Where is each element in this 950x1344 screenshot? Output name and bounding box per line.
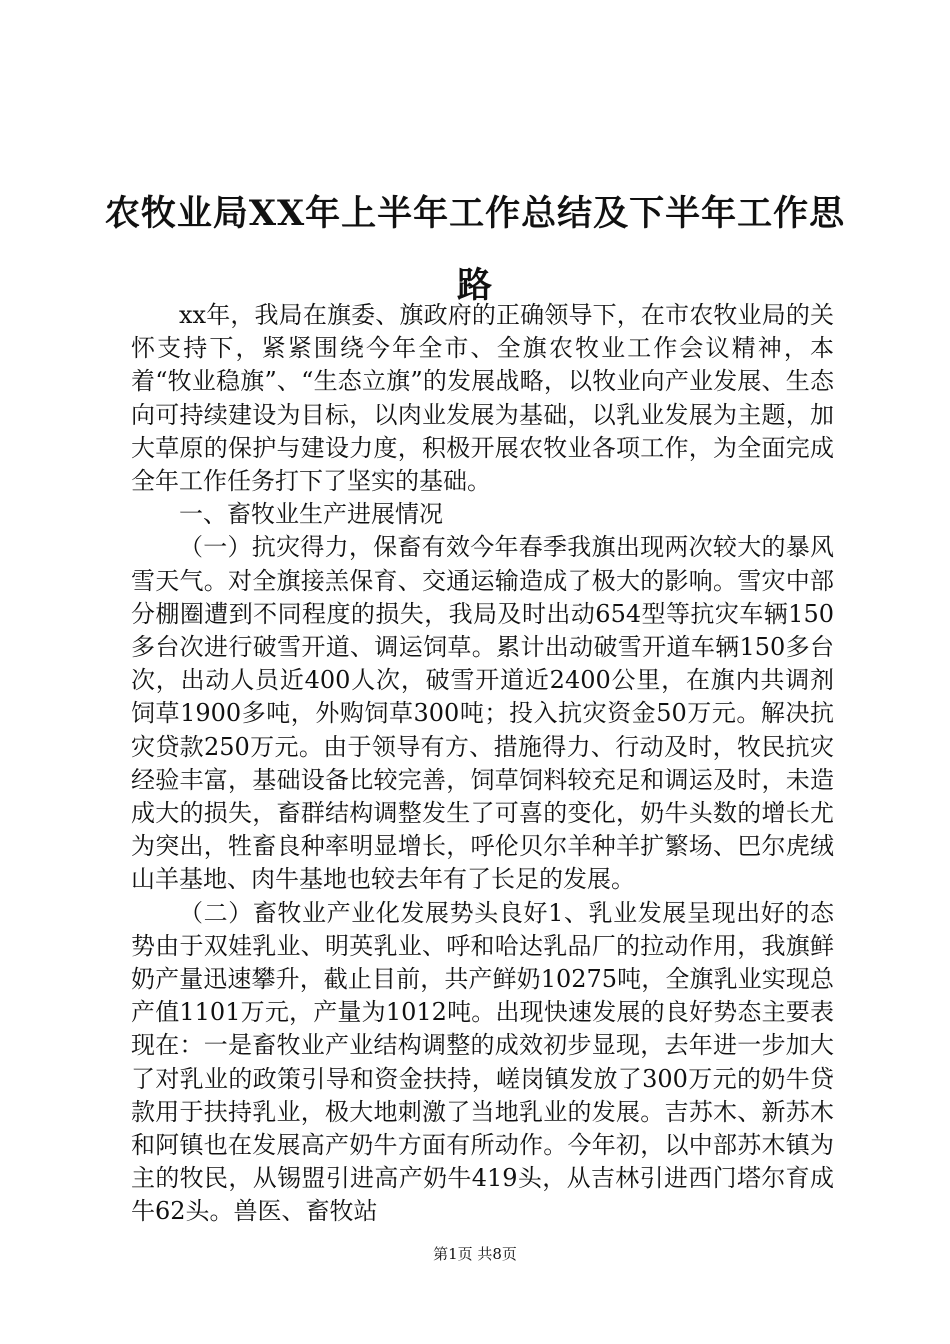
paragraph-intro: xx年，我局在旗委、旗政府的正确领导下，在市农牧业局的关怀支持下，紧紧围绕今年全市、全旗农牧业工作会议精神，本着“牧业稳旗”、“生态立旗”的发展战略，以牧业向产业发展、生态向可持续建设为目标，以肉业发展为基础，以乳业发展为主题，加大草原的保护与建设力度，积极开展农牧业各项工作，为全面完成全年工作任务打下了坚实的基础。 (131, 301, 834, 496)
section-heading-livestock-progress: 一、畜牧业生产进展情况 (179, 500, 443, 529)
page-number-footer: 第1页 共8页 (433, 1245, 517, 1263)
document-title: 农牧业局XX年上半年工作总结及下半年工作思路 (104, 193, 846, 306)
paragraph-disaster-relief: （一）抗灾得力，保畜有效今年春季我旗出现两次较大的暴风雪天气。对全旗接羔保育、交通运输造成了极大的影响。雪灾中部分棚圈遭到不同程度的损失，我局及时出动654型等抗灾车辆150多台次进行破雪开道、调运饲草。累计出动破雪开道车辆150多台次，出动人员近400人次，破雪开道近2400公里，在旗内共调剂饲草1900多吨，外购饲草300吨；投入抗灾资金50万元。解决抗灾贷款250万元。由于领导有方、措施得力、行动及时，牧民抗灾经验丰富，基础设备比较完善，饲草饲料较充足和调运及时，未造成大的损失，畜群结构调整发生了可喜的变化，奶牛头数的增长尤为突出，牲畜良种率明显增长，呼伦贝尔羊种羊扩繁场、巴尔虎绒山羊基地、肉牛基地也较去年有了长足的发展。 (131, 533, 834, 894)
paragraph-industrialization: （二）畜牧业产业化发展势头良好1、乳业发展呈现出好的态势由于双娃乳业、明英乳业、呼和哈达乳品厂的拉动作用，我旗鲜奶产量迅速攀升，截止目前，共产鲜奶10275吨，全旗乳业实现总产值1101万元，产量为1012吨。出现快速发展的良好势态主要表现在：一是畜牧业产业结构调整的成效初步显现，去年进一步加大了对乳业的政策引导和资金扶持，嵯岗镇发放了300万元的奶牛贷款用于扶持乳业，极大地刺激了当地乳业的发展。吉苏木、新苏木和阿镇也在发展高产奶牛方面有所动作。今年初，以中部苏木镇为主的牧民，从锡盟引进高产奶牛419头，从吉林引进西门塔尔育成牛62头。兽医、畜牧站 (131, 898, 834, 1226)
document-body (131, 299, 834, 1229)
